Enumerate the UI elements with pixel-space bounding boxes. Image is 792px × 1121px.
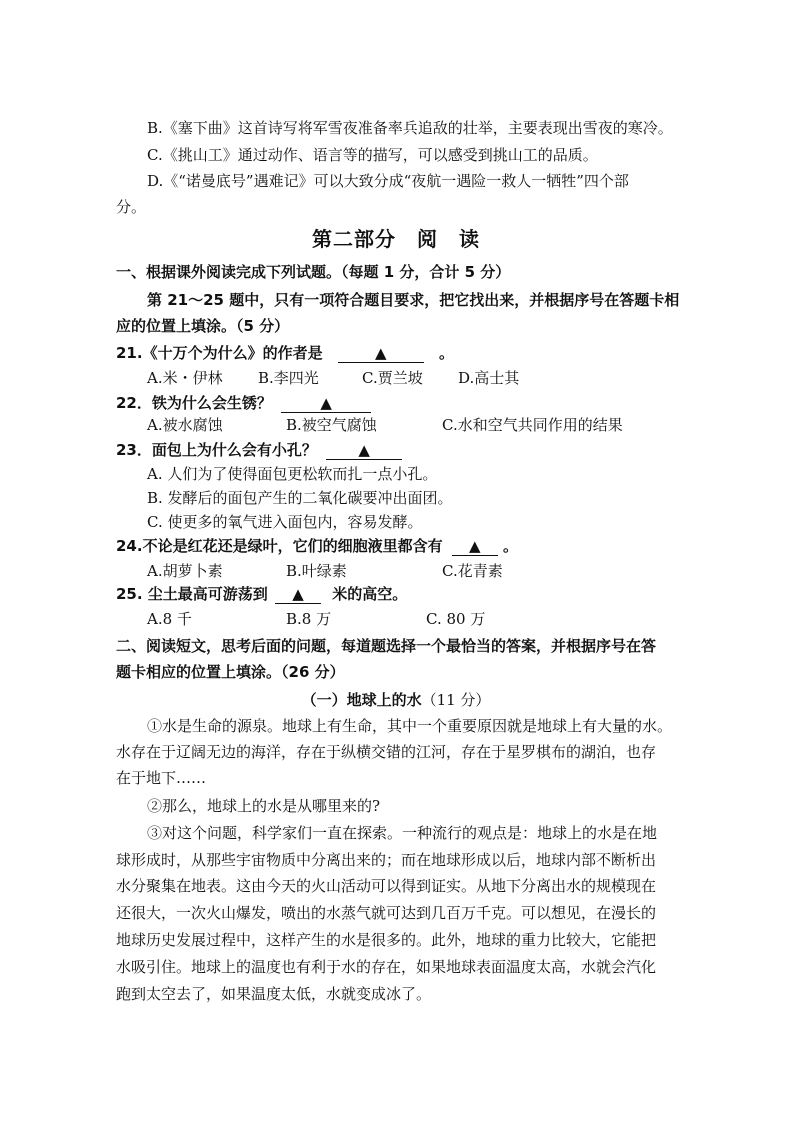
question-22 [116,392,371,414]
question-text: 24.不论是红花还是绿叶，它们的细胞液里都含有 [116,537,443,555]
q23-option-b: B. 发酵后的面包产生的二氧化碳要冲出面团。 [147,489,453,507]
q22-option-c: C.水和空气共同作用的结果 [442,416,623,434]
question-21 [116,342,454,364]
section1-intro-continued: 应的位置上填涂。（5 分） [116,317,290,335]
answer-blank: ▲ [275,585,321,604]
answer-blank: ▲ [338,344,424,363]
option-c-line: C.《挑山工》通过动作、语言等的描写，可以感受到挑山工的品质。 [147,146,598,164]
paragraph-line: ①水是生命的源泉。地球上有生命，其中一个重要原因就是地球上有大量的水。 [147,717,673,735]
paragraph-line: 水分聚集在地表。这由今天的火山活动可以得到证实。从地下分离出水的规模现在 [116,877,657,895]
section2-heading-continued: 题卡相应的位置上填涂。（26 分） [116,663,345,681]
paragraph-line: 水存在于辽阔无边的海洋，存在于纵横交错的江河，存在于星罗棋布的湖泊，也存 [116,743,657,761]
question-24 [116,535,518,557]
passage-title [0,689,792,711]
q22-option-a: A.被水腐蚀 [147,416,223,434]
q23-option-a: A. 人们为了使得面包更松软而扎一点小孔。 [147,465,438,483]
q25-option-c: C. 80 万 [426,610,486,628]
paragraph-line: 跑到太空去了，如果温度太低，水就变成冰了。 [116,985,432,1003]
q25-option-b: B.8 万 [286,610,332,628]
option-d-line: D.《“诺曼底号”遇难记》可以大致分成“夜航一遇险一救人一牺牲”四个部 [147,172,629,190]
question-text: 23．面包上为什么会有小孔？ [116,441,317,459]
q21-option-d: D.高士其 [458,369,520,387]
paragraph-line: 球形成时，从那些宇宙物质中分离出来的；而在地球形成以后，地球内部不断析出 [116,851,657,869]
option-b-line: B.《塞下曲》这首诗写将军雪夜准备率兵追敌的壮举，主要表现出雪夜的寒冷。 [147,119,673,137]
paragraph-line: 在于地下…… [116,769,207,787]
q24-option-c: C.花青素 [442,562,503,580]
q21-option-c: C.贾兰坡 [362,369,423,387]
question-text: 21.《十万个为什么》的作者是 [116,344,323,362]
passage-title-text: （一）地球上的水 [301,691,422,709]
q21-option-a: A.米・伊林 [147,369,223,387]
answer-blank: ▲ [452,537,498,556]
question-suffix: 米的高空。 [332,585,408,603]
q21-option-b: B.李四光 [258,369,319,387]
paragraph-line: 水吸引住。地球上的温度也有利于水的存在，如果地球表面温度太高，水就会汽化 [116,958,657,976]
answer-blank: ▲ [326,441,402,460]
option-d-line-continued: 分。 [116,198,147,216]
question-25 [116,583,407,605]
section1-heading: 一、根据课外阅读完成下列试题。（每题 1 分，合计 5 分） [116,263,511,281]
section2-heading: 二、阅读短文，思考后面的问题，每道题选择一个最恰当的答案，并根据序号在答 [116,637,657,655]
paragraph-line: 地球历史发展过程中，这样产生的水是很多的。此外，地球的重力比较大，它能把 [116,931,657,949]
question-suffix: 。 [503,537,519,555]
q25-option-a: A.8 千 [147,610,192,628]
q24-option-a: A.胡萝卜素 [147,562,223,580]
paragraph-line: 还很大，一次火山爆发，喷出的水蒸气就可达到几百万千克。可以想见，在漫长的 [116,904,657,922]
paragraph-line: ②那么，地球上的水是从哪里来的? [147,797,381,815]
part-title: 第二部分 阅 读 [312,227,480,251]
passage-score: （11 分） [421,691,491,709]
answer-blank: ▲ [281,394,371,413]
q23-option-c: C. 使更多的氧气进入面包内，容易发酵。 [147,513,423,531]
section1-intro: 第 21～25 题中，只有一项符合题目要求，把它找出来，并根据序号在答题卡相 [147,291,680,309]
question-suffix: 。 [439,344,455,362]
question-text: 22．铁为什么会生锈？ [116,394,272,412]
paragraph-line: ③对这个问题，科学家们一直在探索。一种流行的观点是：地球上的水是在地 [147,824,658,842]
question-text: 25. 尘土最高可游荡到 [116,585,268,603]
q24-option-b: B.叶绿素 [286,562,347,580]
question-23 [116,439,402,461]
q22-option-b: B.被空气腐蚀 [286,416,377,434]
